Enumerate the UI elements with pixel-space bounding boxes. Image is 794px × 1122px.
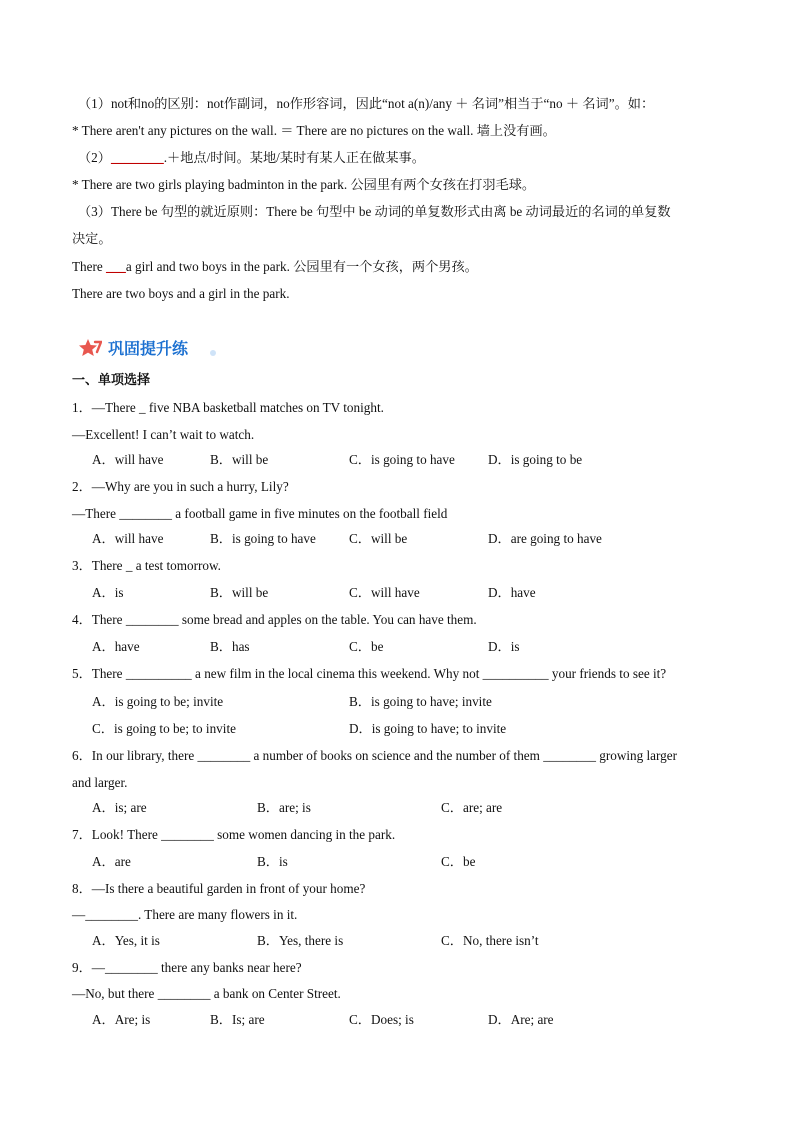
- question-5-option-b[interactable]: B．is going to have; invite: [349, 694, 492, 709]
- question-3-stem-1: 3．There _ a test tomorrow.: [72, 558, 221, 573]
- question-3-option-d[interactable]: D．have: [488, 585, 536, 600]
- note-3-ex1-blank: ___: [106, 259, 126, 274]
- question-5-option-d[interactable]: D．is going to have; to invite: [349, 721, 507, 736]
- note-2-prefix: （2）: [78, 150, 111, 165]
- note-3-line1: （3）There be 句型的就近原则：There be 句型中 be 动词的单复数形式由离 be 动词最近的名词的单复数: [78, 204, 671, 219]
- question-9-stem-2: —No, but there ________ a bank on Center Street.: [72, 986, 341, 1001]
- question-1-option-d[interactable]: D．is going to be: [488, 452, 583, 467]
- question-5-option-c[interactable]: C．is going to be; to invite: [92, 721, 236, 736]
- question-8-stem-1: 8．—Is there a beautiful garden in front of your home?: [72, 881, 366, 896]
- question-2-stem-1: 2．—Why are you in such a hurry, Lily?: [72, 479, 289, 494]
- question-6-option-c[interactable]: C．are; are: [441, 800, 503, 815]
- note-1-example: * There aren't any pictures on the wall. ＝ There are no pictures on the wall. 墙上没有画。: [72, 123, 556, 138]
- question-7-option-a[interactable]: A．are: [92, 854, 131, 869]
- question-1-option-a[interactable]: A．will have: [92, 452, 164, 467]
- question-9-option-a[interactable]: A．Are; is: [92, 1012, 151, 1027]
- note-3-line2: 决定。: [72, 231, 112, 246]
- note-2: [78, 150, 425, 166]
- question-5-stem-1: 5．There __________ a new film in the local cinema this weekend. Why not __________ your friends to see it?: [72, 666, 667, 681]
- question-9-option-d[interactable]: D．Are; are: [488, 1012, 554, 1027]
- question-4-option-b[interactable]: B．has: [210, 639, 250, 654]
- note-3-ex1-suffix: a girl and two boys in the park. 公园里有一个女孩，两个男孩。: [125, 259, 478, 274]
- question-9-stem-1: 9．—________ there any banks near here?: [72, 960, 302, 975]
- question-4-stem-1: 4．There ________ some bread and apples on the table. You can have them.: [72, 612, 477, 627]
- question-8-option-c[interactable]: C．No, there isn’t: [441, 933, 539, 948]
- question-3-option-c[interactable]: C．will have: [349, 585, 420, 600]
- question-6-stem-1: 6．In our library, there ________ a number of books on science and the number of them ________ growing larger: [72, 748, 678, 763]
- question-6-stem-2: and larger.: [72, 775, 128, 790]
- note-3-example-1: [72, 259, 478, 275]
- question-4-option-a[interactable]: A．have: [92, 639, 140, 654]
- question-3-option-b[interactable]: B．will be: [210, 585, 269, 600]
- question-1-option-b[interactable]: B．will be: [210, 452, 269, 467]
- question-9-option-b[interactable]: B．Is; are: [210, 1012, 265, 1027]
- question-9-option-c[interactable]: C．Does; is: [349, 1012, 414, 1027]
- question-2-option-c[interactable]: C．will be: [349, 531, 408, 546]
- note-3-example-2: There are two boys and a girl in the park.: [72, 286, 290, 301]
- question-2-option-a[interactable]: A．will have: [92, 531, 164, 546]
- question-7-stem-1: 7．Look! There ________ some women dancing in the park.: [72, 827, 396, 842]
- question-8-option-a[interactable]: A．Yes, it is: [92, 933, 160, 948]
- note-2-example: * There are two girls playing badminton in the park. 公园里有两个女孩在打羽毛球。: [72, 177, 536, 192]
- question-6-option-a[interactable]: A．is; are: [92, 800, 147, 815]
- star-icon: [78, 338, 102, 358]
- note-2-blank: ________: [110, 150, 164, 165]
- question-2-option-b[interactable]: B．is going to have: [210, 531, 316, 546]
- note-1: （1）not和no的区别：not作副词，no作形容词，因此“not a(n)/any ＋ 名词”相当于“no ＋ 名词”。如：: [78, 96, 655, 111]
- question-2-stem-2: —There ________ a football game in five minutes on the football field: [72, 506, 448, 521]
- note-3-ex1-prefix: There: [72, 259, 107, 274]
- title-decoration: [210, 350, 216, 356]
- question-4-option-d[interactable]: D．is: [488, 639, 520, 654]
- question-6-option-b[interactable]: B．are; is: [257, 800, 311, 815]
- question-4-option-c[interactable]: C．be: [349, 639, 384, 654]
- note-2-suffix: .＋地点/时间。某地/某时有某人正在做某事。: [163, 150, 425, 165]
- question-2-option-d[interactable]: D．are going to have: [488, 531, 602, 546]
- question-3-option-a[interactable]: A．is: [92, 585, 124, 600]
- question-5-option-a[interactable]: A．is going to be; invite: [92, 694, 224, 709]
- question-1-option-c[interactable]: C．is going to have: [349, 452, 455, 467]
- question-1-stem-2: —Excellent! I can’t wait to watch.: [72, 427, 255, 442]
- question-8-stem-2: —________. There are many flowers in it.: [72, 907, 298, 922]
- question-7-option-c[interactable]: C．be: [441, 854, 476, 869]
- section-title: 巩固提升练: [108, 339, 189, 358]
- question-7-option-b[interactable]: B．is: [257, 854, 288, 869]
- part-heading: 一、单项选择: [72, 373, 151, 388]
- question-1-stem-1: 1．—There _ five NBA basketball matches on TV tonight.: [72, 400, 384, 415]
- question-8-option-b[interactable]: B．Yes, there is: [257, 933, 344, 948]
